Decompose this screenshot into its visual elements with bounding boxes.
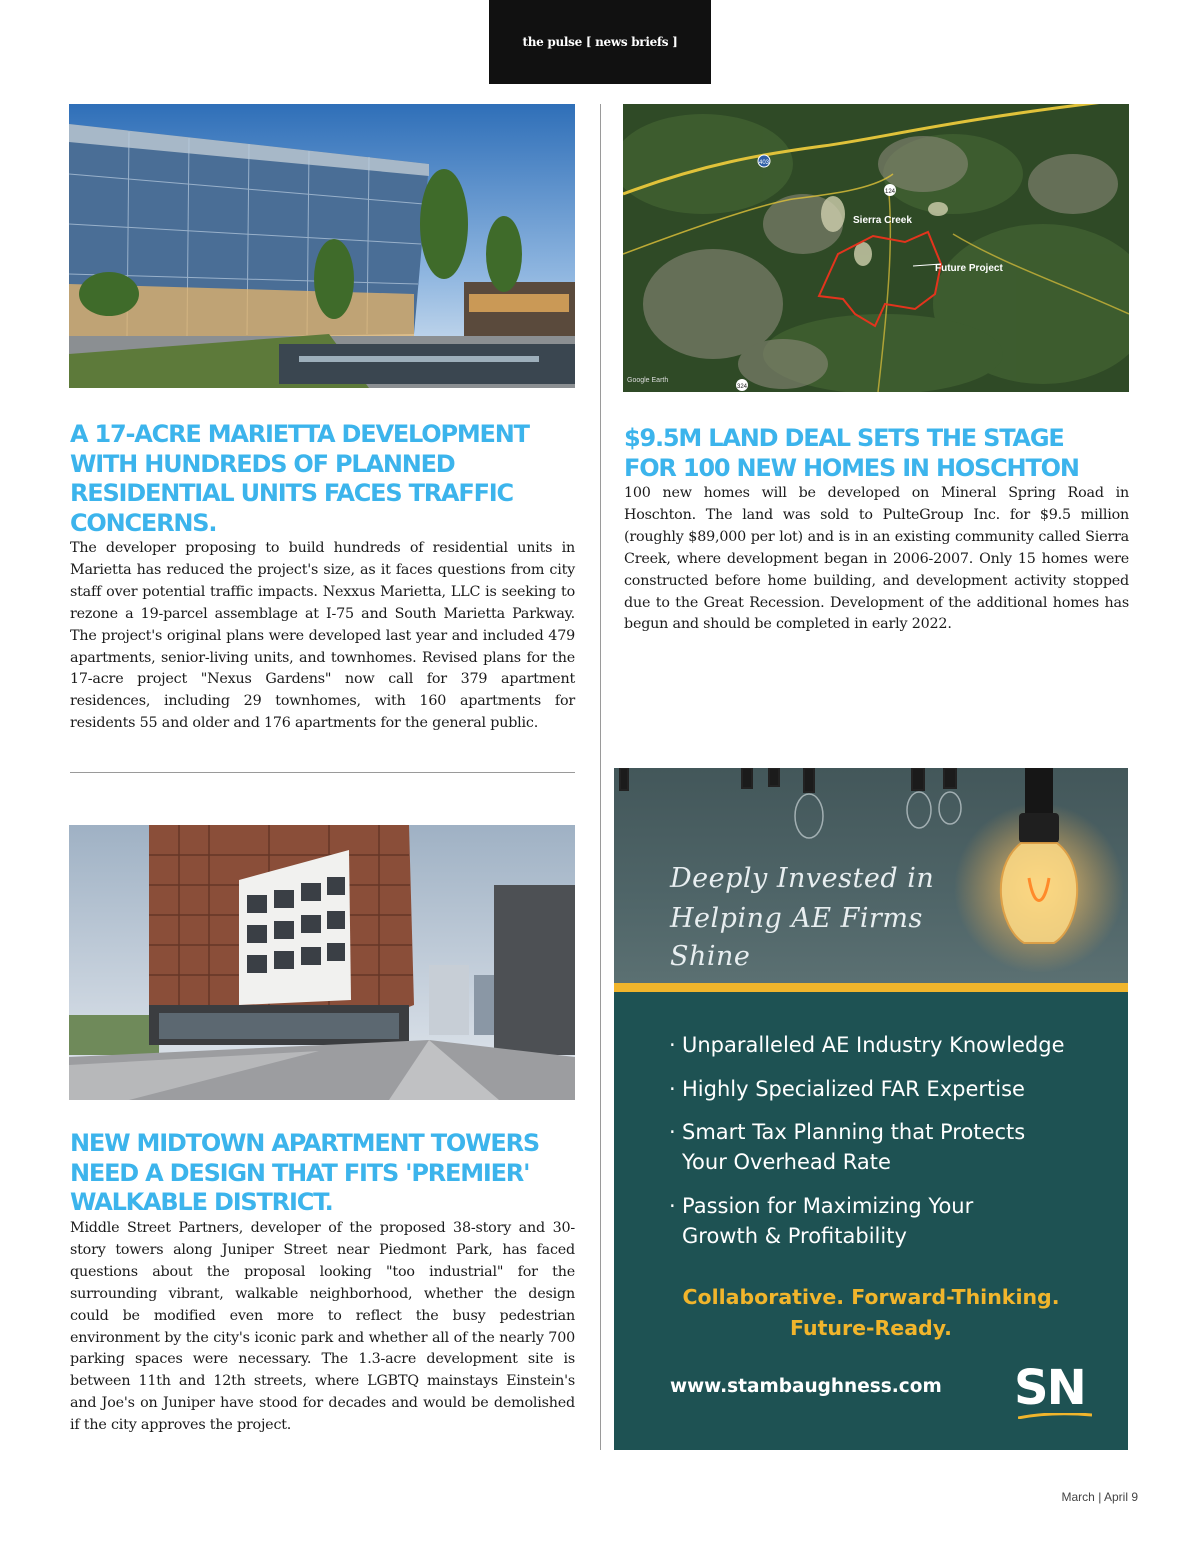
map-label-community: Sierra Creek	[853, 215, 912, 226]
ad-slogan	[614, 1282, 1128, 1344]
map-credit: Google Earth	[627, 377, 669, 384]
bullet-icon: ·	[669, 1120, 676, 1144]
advertisement[interactable]	[614, 768, 1128, 1450]
page-folio: March | April 9	[1061, 1490, 1138, 1504]
ad-benefit-text: Highly Specialized FAR Expertise	[682, 1076, 1025, 1101]
hoschton-aerial-map	[623, 104, 1129, 392]
ad-gold-stripe	[614, 983, 1128, 992]
ad-benefit-text: Smart Tax Planning that Protects Your Overhead Rate	[682, 1120, 1026, 1174]
sn-logo: SN	[1014, 1360, 1085, 1416]
marietta-development-photo	[69, 104, 575, 388]
article-body: 100 new homes will be developed on Mineral Spring Road in Hoschton. The land was sold to PulteGroup Inc. for $9.5 million (roughly $89,000 per lot) and is in an existing community called Sierra Creek, where development began in 2006-2007. Only 15 homes were constructed before home building, and development activity stopped due to the Great Recession. Development of the additional homes has begun and should be completed in early 2022.	[624, 485, 1129, 633]
ad-benefit-item	[669, 1074, 1109, 1104]
route-shield: 124	[884, 189, 896, 195]
bullet-icon: ·	[669, 1076, 676, 1101]
logo-swoosh-icon	[1018, 1413, 1092, 1419]
ad-slogan-line: Future-Ready.	[790, 1316, 952, 1340]
article-headline: A 17-ACRE MARIETTA DEVELOPMENT WITH HUNDREDS OF PLANNED RESIDENTIAL UNITS FACES TRAFFIC CONCERNS.	[70, 420, 529, 537]
section-label: the pulse [ news briefs ]	[522, 35, 678, 49]
article-divider	[70, 772, 575, 773]
column-divider	[600, 104, 601, 1450]
route-shield: 403	[758, 160, 770, 166]
ad-tagline-line: Helping AE Firms Shine	[670, 903, 923, 972]
article-body: The developer proposing to build hundreds of residential units in Marietta has reduced the project's size, as it faces questions from city staff over potential traffic impacts. Nexxus Marietta, LLC is seeking to rezone a 19-parcel assemblage at I-75 and South Marietta Parkway. The project's original plans were developed last year and included 479 apartments, senior-living units, and townhomes. Revised plans for the 17-acre project "Nexus Gardens" now call for 379 apartment residences, including 29 townhomes, with 160 apartments for residents 55 and older and 176 apartments for the general public.	[70, 540, 575, 732]
route-shield: 324	[736, 384, 748, 390]
bullet-icon: ·	[669, 1033, 676, 1057]
ad-website-link[interactable]: www.stambaughness.com	[670, 1376, 942, 1397]
map-label-project: Future Project	[935, 263, 1003, 274]
article-headline: $9.5M LAND DEAL SETS THE STAGE FOR 100 NEW HOMES IN HOSCHTON	[624, 424, 1079, 482]
section-tab	[489, 0, 711, 84]
ad-benefits-list	[669, 1030, 1109, 1264]
ad-benefit-text: Passion for Maximizing Your Growth & Profitability	[682, 1193, 974, 1248]
midtown-towers-rendering	[69, 825, 575, 1100]
ad-benefit-item	[669, 1030, 1109, 1060]
ad-benefit-item	[669, 1117, 1042, 1177]
article-headline: NEW MIDTOWN APARTMENT TOWERS NEED A DESIGN THAT FITS 'PREMIER' WALKABLE DISTRICT.	[70, 1129, 539, 1216]
ad-slogan-line: Collaborative. Forward-Thinking.	[682, 1285, 1060, 1309]
ad-benefit-text: Unparalleled AE Industry Knowledge	[682, 1033, 1065, 1057]
ad-lightbulb-banner	[614, 768, 1128, 983]
bullet-icon: ·	[669, 1193, 676, 1218]
ad-tagline-line: Deeply Invested in	[670, 863, 935, 894]
article-body: Middle Street Partners, developer of the proposed 38-story and 30-story towers along Juniper Street near Piedmont Park, has faced questions about the proposal looking "too industrial" for the surrounding vibrant, walkable neighborhood, whether the design could be modified even more to reflect the busy pedestrian environment by the city's iconic park and whether all of the nearly 700 parking spaces were necessary. The 1.3-acre development site is between 11th and 12th streets, where LGBTQ mainstays Einstein's and Joe's on Juniper have stood for decades and would be demolished if the city approves the project.	[70, 1220, 575, 1434]
ad-benefit-item	[669, 1191, 1012, 1251]
